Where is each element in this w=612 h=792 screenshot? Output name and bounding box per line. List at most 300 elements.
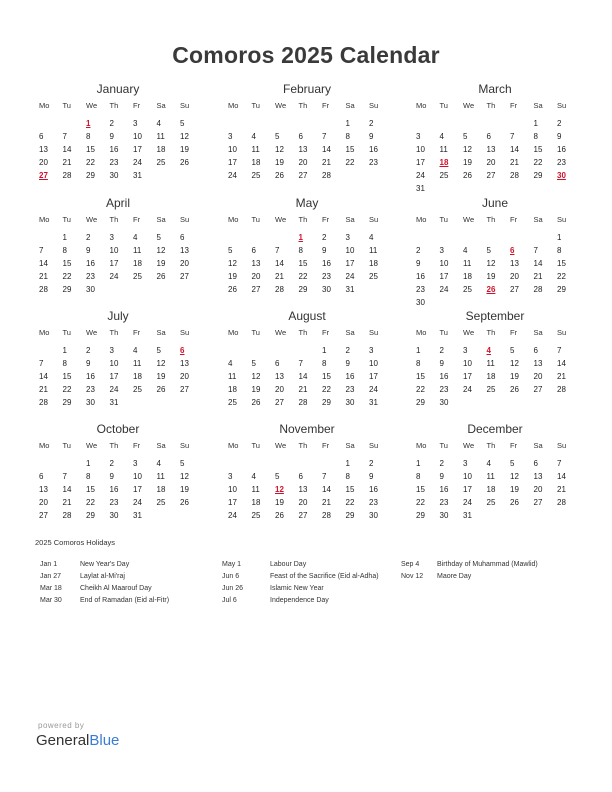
holiday-date: Jan 27 [40,573,62,580]
day: 19 [486,272,496,281]
day: 5 [180,459,185,468]
weekday-label: Su [180,215,190,224]
day: 8 [86,472,91,481]
day: 23 [86,385,95,394]
day: 2 [109,459,114,468]
month-november [225,422,389,522]
holiday-item [401,559,538,571]
day: 18 [251,498,261,507]
weekday-label: Mo [416,215,427,224]
day: 19 [275,498,284,507]
day: 24 [463,498,472,507]
day: 21 [557,372,566,381]
weekday-label: Su [557,328,567,337]
empty-cell [484,231,508,244]
day: 17 [133,145,142,154]
day: 11 [251,145,260,154]
day: 4 [133,346,138,355]
day: 22 [62,272,72,281]
month-january [36,82,200,182]
day: 30 [86,285,95,294]
day: 5 [510,459,515,468]
day: 6 [251,246,256,255]
day: 22 [322,385,331,394]
day: 29 [86,511,95,520]
empty-cell [36,457,60,470]
day: 30 [345,398,355,407]
day: 29 [416,511,425,520]
days-grid [413,344,577,409]
day: 11 [251,485,260,494]
day: 30 [416,298,425,307]
day: 27 [251,285,261,294]
empty-cell [460,231,484,244]
day: 20 [251,272,261,281]
holiday-day: 18 [439,158,449,167]
holidays-title: 2025 Comoros Holidays [35,538,116,547]
weekday-label: Th [486,328,496,337]
weekday-header [413,440,577,452]
day: 20 [533,485,543,494]
day: 24 [133,158,142,167]
day: 2 [345,346,350,355]
days-grid [36,231,200,296]
day: 21 [275,272,284,281]
day: 23 [439,385,449,394]
day: 10 [345,246,355,255]
day: 11 [133,246,142,255]
day: 20 [180,372,189,381]
empty-cell [249,117,273,130]
day: 2 [109,119,114,128]
day: 3 [228,472,233,481]
day: 8 [298,246,303,255]
empty-cell [249,457,273,470]
day: 2 [439,346,444,355]
day: 14 [298,372,308,381]
empty-cell [484,117,508,130]
day: 19 [510,485,519,494]
weekday-label: Su [180,101,190,110]
weekday-header [225,214,389,226]
day: 29 [62,285,72,294]
day: 13 [180,246,189,255]
day: 16 [369,485,378,494]
day: 16 [439,372,449,381]
day: 27 [510,285,519,294]
day: 9 [86,359,91,368]
day: 18 [133,372,142,381]
day: 28 [533,285,543,294]
day: 19 [180,145,189,154]
day: 2 [86,233,91,242]
day: 5 [510,346,515,355]
day: 3 [439,246,444,255]
day: 13 [39,485,48,494]
holiday-day: 6 [510,246,515,255]
day: 21 [322,158,331,167]
day: 11 [463,259,472,268]
day: 15 [62,372,72,381]
weekday-header [225,327,389,339]
empty-cell [531,231,555,244]
day: 24 [439,285,449,294]
day: 12 [510,472,519,481]
holiday-day: 1 [298,233,303,242]
day: 12 [463,145,472,154]
weekday-label: Sa [156,101,166,110]
holiday-date: Mar 18 [40,585,62,592]
day: 5 [463,132,468,141]
day: 26 [156,272,166,281]
day: 3 [463,346,468,355]
day: 17 [228,158,237,167]
day: 26 [463,171,472,180]
weekday-label: Th [486,441,496,450]
day: 20 [510,272,519,281]
day: 16 [86,372,95,381]
day: 14 [322,485,331,494]
weekday-label: Fr [133,328,141,337]
weekday-label: Tu [439,215,448,224]
day: 15 [345,485,355,494]
day: 21 [533,272,543,281]
days-grid [225,231,389,296]
weekday-label: Th [298,215,308,224]
day: 11 [486,472,495,481]
holiday-name: Labour Day [270,561,307,568]
day: 10 [369,359,378,368]
weekday-label: Sa [156,441,166,450]
month-name: July [107,309,129,323]
day: 24 [133,498,142,507]
weekday-label: Tu [251,328,260,337]
weekday-label: Sa [533,215,543,224]
weekday-label: Tu [62,101,71,110]
month-name: March [478,82,512,96]
holiday-name: Cheikh Al Maarouf Day [80,585,152,592]
day: 9 [369,472,374,481]
day: 13 [533,359,543,368]
holiday-name: Laylat al-Mi'raj [80,573,125,580]
weekday-label: Su [180,441,190,450]
day: 4 [251,132,256,141]
weekday-header [413,327,577,339]
day: 13 [180,359,189,368]
day: 23 [345,385,355,394]
day: 19 [228,272,237,281]
day: 10 [109,246,119,255]
day: 22 [416,498,425,507]
day: 10 [463,359,472,368]
day: 21 [39,385,48,394]
day: 27 [533,385,543,394]
day: 15 [62,259,72,268]
day: 11 [133,359,142,368]
day: 16 [109,485,119,494]
day: 22 [345,498,355,507]
holiday-day: 6 [180,346,185,355]
month-name: February [282,82,332,96]
day: 17 [439,272,449,281]
day: 9 [439,472,444,481]
day: 25 [369,272,378,281]
day: 1 [345,459,350,468]
month-april [36,196,200,296]
holiday-name: Birthday of Muhammad (Mawlid) [437,561,538,568]
days-grid [413,457,577,522]
day: 11 [369,246,378,255]
logo-blue: Blue [89,732,120,749]
day: 17 [345,259,355,268]
day: 30 [109,171,119,180]
day: 9 [322,246,327,255]
day: 21 [298,385,308,394]
day: 13 [510,259,519,268]
day: 16 [86,259,95,268]
day: 14 [557,472,566,481]
weekday-label: Fr [322,441,330,450]
day: 5 [251,359,256,368]
empty-cell [413,231,437,244]
day: 1 [322,346,327,355]
day: 12 [180,132,189,141]
day: 27 [275,398,284,407]
day: 18 [228,385,237,394]
day: 7 [557,459,562,468]
day: 5 [180,119,185,128]
day: 31 [133,511,142,520]
weekday-label: Tu [251,441,260,450]
day: 25 [463,285,472,294]
day: 30 [439,511,449,520]
month-december [413,422,577,522]
day: 19 [463,158,472,167]
holiday-column [222,559,379,607]
day: 25 [156,498,166,507]
day: 8 [322,359,327,368]
day: 7 [62,472,67,481]
day: 29 [416,398,425,407]
day: 30 [369,511,378,520]
day: 23 [322,272,331,281]
day: 6 [275,359,280,368]
day: 27 [39,511,48,520]
day: 8 [62,359,67,368]
weekday-header [36,100,200,112]
day: 11 [156,132,165,141]
day: 24 [463,385,472,394]
day: 29 [322,398,331,407]
day: 4 [439,132,444,141]
days-grid [225,344,389,409]
day: 8 [345,132,350,141]
weekday-label: Sa [533,328,543,337]
day: 28 [39,285,48,294]
day: 18 [369,259,378,268]
day: 28 [62,511,72,520]
day: 4 [251,472,256,481]
empty-cell [60,457,84,470]
day: 14 [62,485,72,494]
weekday-label: Tu [439,101,448,110]
weekday-label: We [463,441,475,450]
day: 8 [345,472,350,481]
day: 7 [322,472,327,481]
day: 11 [228,372,237,381]
day: 20 [275,385,284,394]
day: 3 [416,132,421,141]
day: 19 [156,259,166,268]
day: 26 [510,385,519,394]
weekday-label: Mo [228,101,239,110]
day: 1 [86,459,91,468]
weekday-label: Fr [133,441,141,450]
weekday-label: Su [369,441,379,450]
day: 27 [298,511,308,520]
day: 23 [109,158,119,167]
weekday-label: We [275,328,287,337]
day: 24 [369,385,378,394]
day: 22 [298,272,308,281]
day: 8 [416,359,421,368]
weekday-label: Th [298,101,308,110]
day: 18 [486,485,496,494]
weekday-label: Sa [345,101,355,110]
day: 20 [533,372,543,381]
month-name: April [105,196,130,210]
weekday-label: Mo [39,101,50,110]
weekday-label: Mo [416,101,427,110]
day: 4 [369,233,374,242]
weekday-label: Sa [533,441,543,450]
day: 17 [109,259,119,268]
empty-cell [36,231,60,244]
day: 25 [133,272,142,281]
weekday-label: Mo [39,441,50,450]
weekday-label: Fr [322,328,330,337]
day: 1 [557,233,562,242]
weekday-label: Tu [439,328,448,337]
holiday-item [40,571,169,583]
day: 18 [251,158,261,167]
empty-cell [507,117,531,130]
day: 7 [298,359,303,368]
day: 23 [109,498,119,507]
day: 12 [251,372,261,381]
weekday-label: Tu [251,215,260,224]
day: 31 [463,511,472,520]
day: 2 [86,346,91,355]
day: 3 [345,233,350,242]
empty-cell [272,457,296,470]
day: 1 [62,346,67,355]
day: 25 [251,171,261,180]
day: 20 [486,158,496,167]
day: 21 [557,485,566,494]
logo-general: General [36,732,90,749]
month-june [413,196,577,309]
day: 31 [345,285,355,294]
days-grid [225,457,389,522]
weekday-header [36,214,200,226]
day: 21 [62,158,72,167]
empty-cell [225,231,249,244]
weekday-label: Su [369,101,379,110]
day: 10 [228,145,237,154]
holiday-name: Independence Day [270,597,329,604]
day: 27 [486,171,496,180]
weekday-label: Th [298,328,308,337]
weekday-label: Fr [133,101,141,110]
day: 14 [275,259,284,268]
holiday-item [40,583,169,595]
day: 22 [62,385,72,394]
day: 14 [39,259,48,268]
day: 26 [180,158,189,167]
day: 29 [345,511,355,520]
holiday-name: Feast of the Sacrifice (Eid al-Adha) [270,573,379,580]
generalblue-logo[interactable] [36,732,119,749]
day: 6 [486,132,491,141]
day: 9 [109,132,114,141]
holiday-column [40,559,169,607]
weekday-label: Su [557,441,567,450]
day: 15 [86,485,95,494]
day: 2 [557,119,562,128]
day: 2 [439,459,444,468]
weekday-label: We [86,328,98,337]
day: 7 [275,246,280,255]
day: 28 [275,285,284,294]
day: 6 [39,472,44,481]
day: 17 [416,158,425,167]
day: 15 [416,372,425,381]
day: 27 [180,272,189,281]
holiday-item [401,571,538,583]
day: 12 [486,259,496,268]
day: 2 [369,119,374,128]
day: 22 [533,158,543,167]
day: 10 [416,145,425,154]
empty-cell [272,344,296,357]
day: 10 [439,259,449,268]
empty-cell [437,231,461,244]
day: 26 [228,285,237,294]
day: 8 [416,472,421,481]
day: 6 [180,233,185,242]
holiday-date: Jan 1 [40,561,58,568]
day: 7 [322,132,327,141]
day: 28 [510,171,519,180]
day: 7 [39,359,44,368]
day: 21 [322,498,331,507]
month-october [36,422,200,522]
weekday-label: Su [369,215,379,224]
holiday-date: Jun 6 [222,573,240,580]
day: 25 [486,385,496,394]
weekday-header [225,440,389,452]
month-name: June [481,196,509,210]
weekday-label: Th [109,101,119,110]
day: 16 [557,145,566,154]
day: 25 [251,511,261,520]
empty-cell [60,117,84,130]
weekday-label: We [275,101,287,110]
day: 22 [86,158,95,167]
weekday-label: Su [557,101,567,110]
day: 7 [510,132,515,141]
